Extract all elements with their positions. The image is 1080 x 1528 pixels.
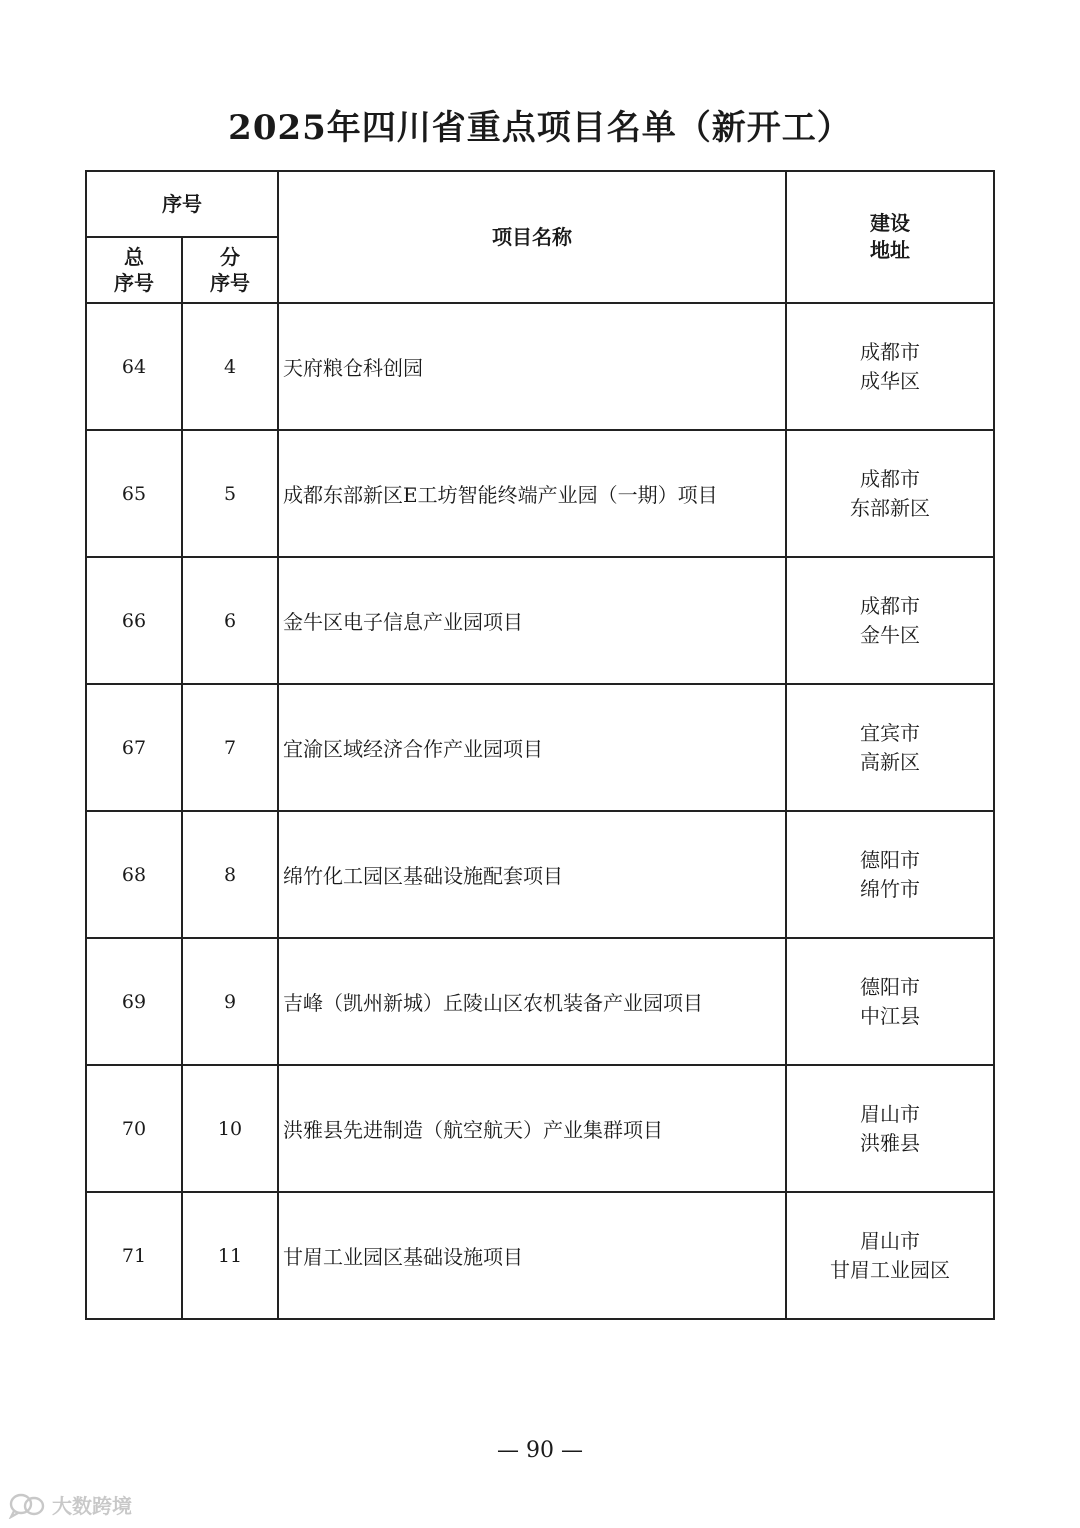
- total-seq-cell: 65: [86, 430, 182, 557]
- watermark-text: 大数跨境: [52, 1494, 132, 1518]
- project-name-cell: 宜渝区域经济合作产业园项目: [278, 684, 786, 811]
- project-name-cell: 绵竹化工园区基础设施配套项目: [278, 811, 786, 938]
- location-cell: [786, 938, 994, 1065]
- sub-seq-cell: 9: [182, 938, 278, 1065]
- location-city: 成都市: [860, 593, 920, 618]
- document-title: 2025年四川省重点项目名单（新开工）: [228, 108, 852, 148]
- total-seq-header: [86, 237, 182, 303]
- page-number: — 90 —: [497, 1438, 583, 1463]
- table-row: [86, 1192, 994, 1319]
- location-cell: [786, 557, 994, 684]
- location-header-line2: 地址: [870, 238, 910, 262]
- location-district: 高新区: [860, 749, 920, 774]
- sub-seq-header-line2: 序号: [210, 271, 250, 295]
- project-name-header: 项目名称: [278, 171, 786, 303]
- table-row: [86, 938, 994, 1065]
- project-name-cell: 天府粮仓科创园: [278, 303, 786, 430]
- total-seq-cell: 70: [86, 1065, 182, 1192]
- location-cell: [786, 303, 994, 430]
- total-seq-cell: 69: [86, 938, 182, 1065]
- watermark: [8, 1490, 132, 1519]
- location-header: [786, 171, 994, 303]
- location-cell: [786, 684, 994, 811]
- table-row: [86, 811, 994, 938]
- chat-bubbles-icon: [8, 1491, 48, 1519]
- project-name-cell: 金牛区电子信息产业园项目: [278, 557, 786, 684]
- location-city: 眉山市: [860, 1101, 920, 1126]
- total-seq-cell: 64: [86, 303, 182, 430]
- location-district: 金牛区: [860, 622, 920, 647]
- location-cell: [786, 1065, 994, 1192]
- project-name-cell: 洪雅县先进制造（航空航天）产业集群项目: [278, 1065, 786, 1192]
- sub-seq-cell: 5: [182, 430, 278, 557]
- sub-seq-cell: 4: [182, 303, 278, 430]
- total-seq-header-line2: 序号: [114, 271, 154, 295]
- project-name-cell: 成都东部新区E工坊智能终端产业园（一期）项目: [278, 430, 786, 557]
- table-row: [86, 1065, 994, 1192]
- location-city: 眉山市: [860, 1228, 920, 1253]
- location-district: 甘眉工业园区: [830, 1257, 950, 1282]
- projects-table: [85, 170, 995, 1320]
- sub-seq-cell: 6: [182, 557, 278, 684]
- table-row: [86, 557, 994, 684]
- sub-seq-cell: 11: [182, 1192, 278, 1319]
- location-city: 成都市: [860, 339, 920, 364]
- total-seq-cell: 67: [86, 684, 182, 811]
- total-seq-cell: 71: [86, 1192, 182, 1319]
- location-cell: [786, 1192, 994, 1319]
- location-district: 中江县: [860, 1003, 920, 1028]
- total-seq-cell: 66: [86, 557, 182, 684]
- header-row-1: [86, 171, 994, 237]
- total-seq-header-line1: 总: [124, 245, 144, 269]
- project-name-cell: 吉峰（凯州新城）丘陵山区农机装备产业园项目: [278, 938, 786, 1065]
- sub-seq-header-line1: 分: [220, 245, 240, 269]
- location-district: 成华区: [860, 368, 920, 393]
- sub-seq-cell: 8: [182, 811, 278, 938]
- table-row: [86, 303, 994, 430]
- location-city: 宜宾市: [860, 720, 920, 745]
- location-city: 成都市: [860, 466, 920, 491]
- table-row: [86, 430, 994, 557]
- location-cell: [786, 811, 994, 938]
- seq-group-header: 序号: [86, 171, 278, 237]
- location-district: 绵竹市: [860, 876, 920, 901]
- location-city: 德阳市: [860, 974, 920, 999]
- table-row: [86, 684, 994, 811]
- total-seq-cell: 68: [86, 811, 182, 938]
- location-district: 洪雅县: [860, 1130, 920, 1155]
- location-district: 东部新区: [850, 495, 930, 520]
- sub-seq-header: [182, 237, 278, 303]
- location-city: 德阳市: [860, 847, 920, 872]
- sub-seq-cell: 7: [182, 684, 278, 811]
- location-cell: [786, 430, 994, 557]
- location-header-line1: 建设: [870, 211, 910, 235]
- sub-seq-cell: 10: [182, 1065, 278, 1192]
- project-name-cell: 甘眉工业园区基础设施项目: [278, 1192, 786, 1319]
